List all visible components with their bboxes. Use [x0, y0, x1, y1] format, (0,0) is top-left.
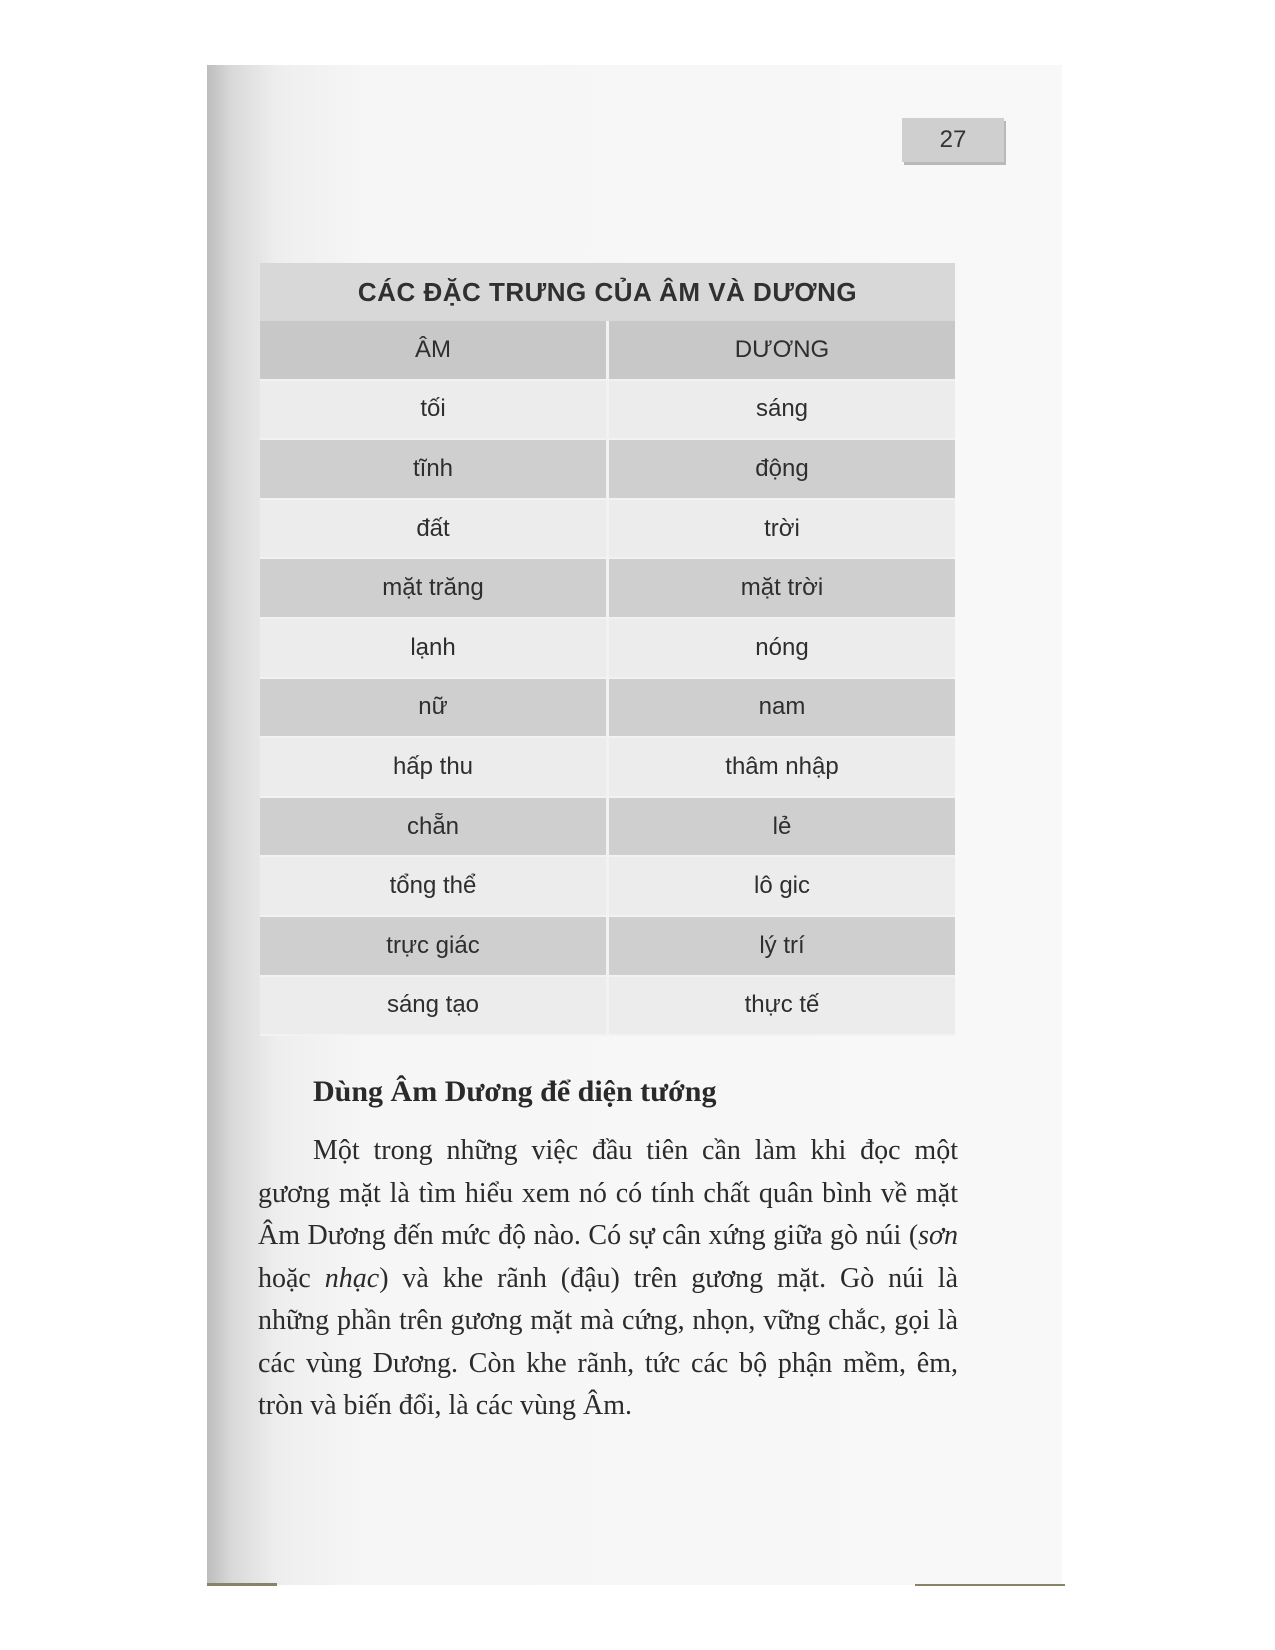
- yin-yang-table: [260, 263, 955, 1036]
- am-cell: tĩnh: [260, 439, 608, 499]
- table-row: [260, 499, 955, 559]
- table-row: [260, 558, 955, 618]
- duong-cell: động: [608, 439, 956, 499]
- duong-cell: thực tế: [608, 976, 956, 1036]
- am-cell: trực giác: [260, 916, 608, 976]
- table-header-row: [260, 321, 955, 380]
- page-edge: [915, 1584, 1065, 1586]
- duong-cell: lý trí: [608, 916, 956, 976]
- table-row: [260, 797, 955, 857]
- page-number: 27: [902, 118, 1004, 162]
- am-cell: chẵn: [260, 797, 608, 857]
- paragraph-text: ) và khe rãnh (đậu) trên gương mặt. Gò núi là những phần trên gương mặt mà cứng, nhọn, vững chắc, gọi là các vùng Dương. Còn khe rãnh, tức các bộ phận mềm, êm, tròn và biến đổi, là các vùng Âm.: [258, 1262, 958, 1421]
- duong-cell: lẻ: [608, 797, 956, 857]
- am-cell: hấp thu: [260, 737, 608, 797]
- table-row: [260, 737, 955, 797]
- am-cell: mặt trăng: [260, 558, 608, 618]
- am-cell: lạnh: [260, 618, 608, 678]
- table-body: [260, 321, 955, 1035]
- duong-cell: nóng: [608, 618, 956, 678]
- table-row: [260, 618, 955, 678]
- duong-cell: nam: [608, 678, 956, 738]
- table-row: [260, 916, 955, 976]
- column-header-am: ÂM: [260, 321, 608, 380]
- paragraph-text: hoặc: [258, 1262, 325, 1294]
- table-title: CÁC ĐẶC TRƯNG CỦA ÂM VÀ DƯƠNG: [260, 263, 955, 321]
- am-cell: sáng tạo: [260, 976, 608, 1036]
- duong-cell: trời: [608, 499, 956, 559]
- paragraph-text: Một trong những việc đầu tiên cần làm khi đọc một gương mặt là tìm hiểu xem nó có tính chất quân bình về mặt Âm Dương đến mức độ nào. Có sự cân xứng giữa gò núi (: [258, 1135, 958, 1251]
- duong-cell: thâm nhập: [608, 737, 956, 797]
- table-row: [260, 856, 955, 916]
- italic-term: sơn: [918, 1220, 958, 1251]
- table-row: [260, 678, 955, 738]
- table-row: [260, 976, 955, 1036]
- italic-term: nhạc: [324, 1262, 380, 1294]
- am-cell: đất: [260, 499, 608, 559]
- am-cell: tối: [260, 380, 608, 440]
- am-cell: tổng thể: [260, 856, 608, 916]
- am-cell: nữ: [260, 678, 608, 738]
- table-row: [260, 439, 955, 499]
- page-edge: [207, 1583, 277, 1586]
- table-row: [260, 380, 955, 440]
- duong-cell: sáng: [608, 380, 956, 440]
- section-heading: Dùng Âm Dương để diện tướng: [313, 1075, 717, 1108]
- duong-cell: mặt trời: [608, 558, 956, 618]
- duong-cell: lô gic: [608, 856, 956, 916]
- column-header-duong: DƯƠNG: [608, 321, 956, 380]
- body-paragraph: [258, 1130, 958, 1428]
